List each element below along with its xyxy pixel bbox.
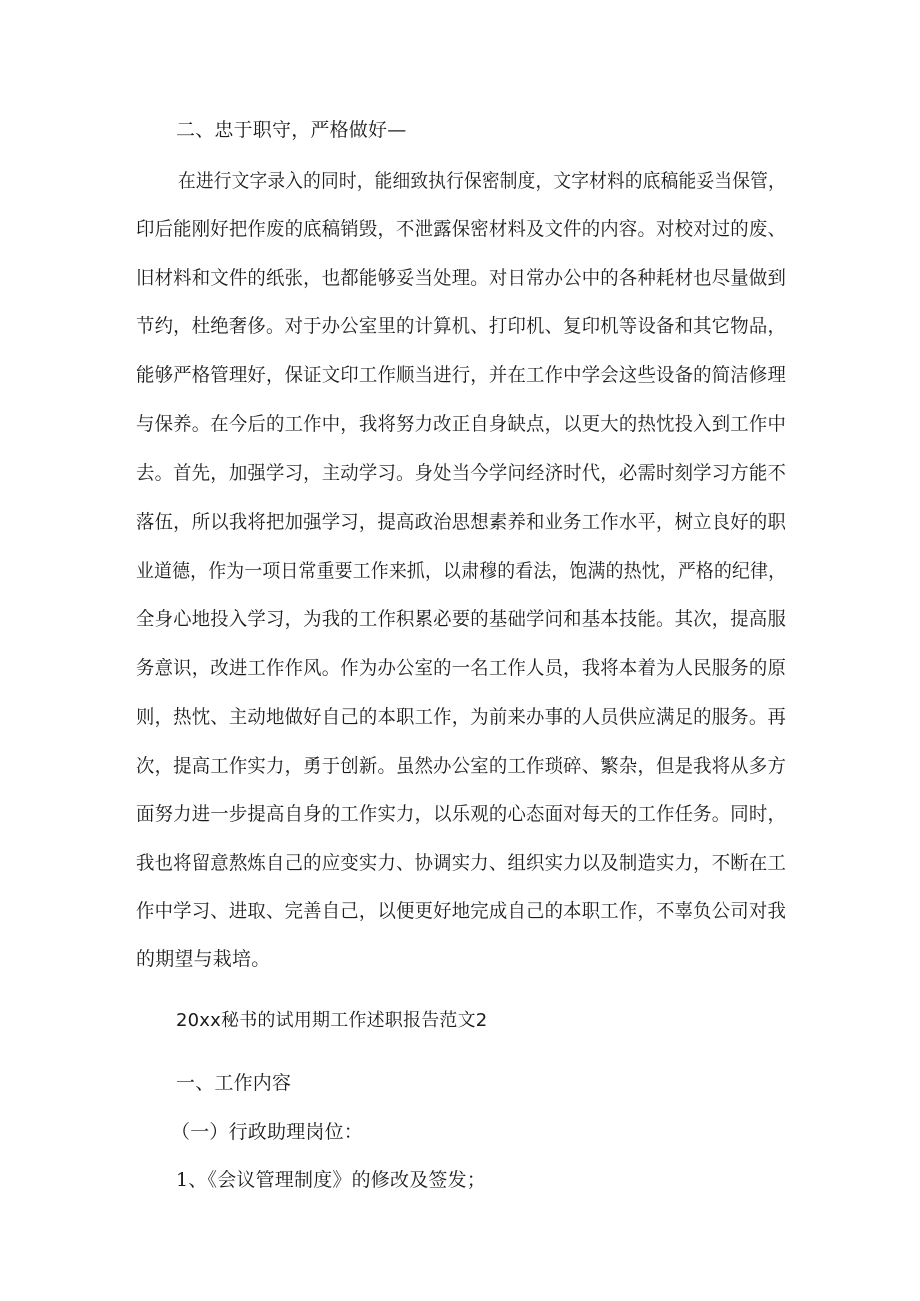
paragraph-line-17: 的期望与栽培。 bbox=[136, 948, 271, 970]
paragraph-line-13: 次，提高工作实力，勇于创新。虽然办公室的工作琐碎、繁杂，但是我将从多方 bbox=[136, 755, 787, 777]
paragraph-line-11: 务意识，改进工作作风。作为办公室的一名工作人员，我将本着为人民服务的原 bbox=[136, 657, 787, 679]
paragraph-line-1: 在进行文字录入的同时，能细致执行保密制度，文字材料的底稿能妥当保管， bbox=[178, 170, 786, 192]
paragraph-line-15: 我也将留意熬炼自己的应变实力、协调实力、组织实力以及制造实力，不断在工 bbox=[136, 852, 787, 874]
paragraph-line-7: 去。首先，加强学习，主动学习。身处当今学问经济时代，必需时刻学习方能不 bbox=[136, 462, 787, 484]
paragraph-line-10: 全身心地投入学习，为我的工作积累必要的基础学问和基本技能。其次，提高服 bbox=[136, 608, 787, 630]
report-title-fanwen-2: 20xx秘书的试用期工作述职报告范文2 bbox=[176, 1010, 488, 1031]
paragraph-line-9: 业道德，作为一项日常重要工作来抓，以肃穆的看法，饱满的热忱，严格的纪律， bbox=[136, 560, 787, 582]
paragraph-line-12: 则，热忱、主动地做好自己的本职工作，为前来办事的人员供应满足的服务。再 bbox=[136, 706, 787, 728]
paragraph-line-2: 印后能刚好把作废的底稿销毁，不泄露保密材料及文件的内容。对校对过的废、 bbox=[136, 218, 787, 240]
paragraph-line-14: 面努力进一步提高自身的工作实力，以乐观的心态面对每天的工作任务。同时， bbox=[136, 803, 787, 825]
sub-heading-admin-assistant: （一）行政助理岗位： bbox=[171, 1121, 364, 1143]
paragraph-line-5: 能够严格管理好，保证文印工作顺当进行，并在工作中学会这些设备的简洁修理 bbox=[136, 364, 787, 386]
section-heading-2: 二、忠于职守，严格做好— bbox=[176, 119, 407, 141]
list-item-1: 1、《会议管理制度》的修改及签发； bbox=[176, 1169, 486, 1191]
paragraph-line-8: 落伍，所以我将把加强学习，提高政治思想素养和业务工作水平，树立良好的职 bbox=[136, 511, 787, 533]
paragraph-line-4: 节约，杜绝奢侈。对于办公室里的计算机、打印机、复印机等设备和其它物品， bbox=[136, 315, 787, 337]
heading-work-content: 一、工作内容 bbox=[176, 1072, 292, 1094]
paragraph-line-6: 与保养。在今后的工作中，我将努力改正自身缺点，以更大的热忱投入到工作中 bbox=[136, 413, 787, 435]
paragraph-line-16: 作中学习、进取、完善自己，以便更好地完成自己的本职工作，不辜负公司对我 bbox=[136, 900, 787, 922]
paragraph-line-3: 旧材料和文件的纸张，也都能够妥当处理。对日常办公中的各种耗材也尽量做到 bbox=[136, 267, 787, 289]
